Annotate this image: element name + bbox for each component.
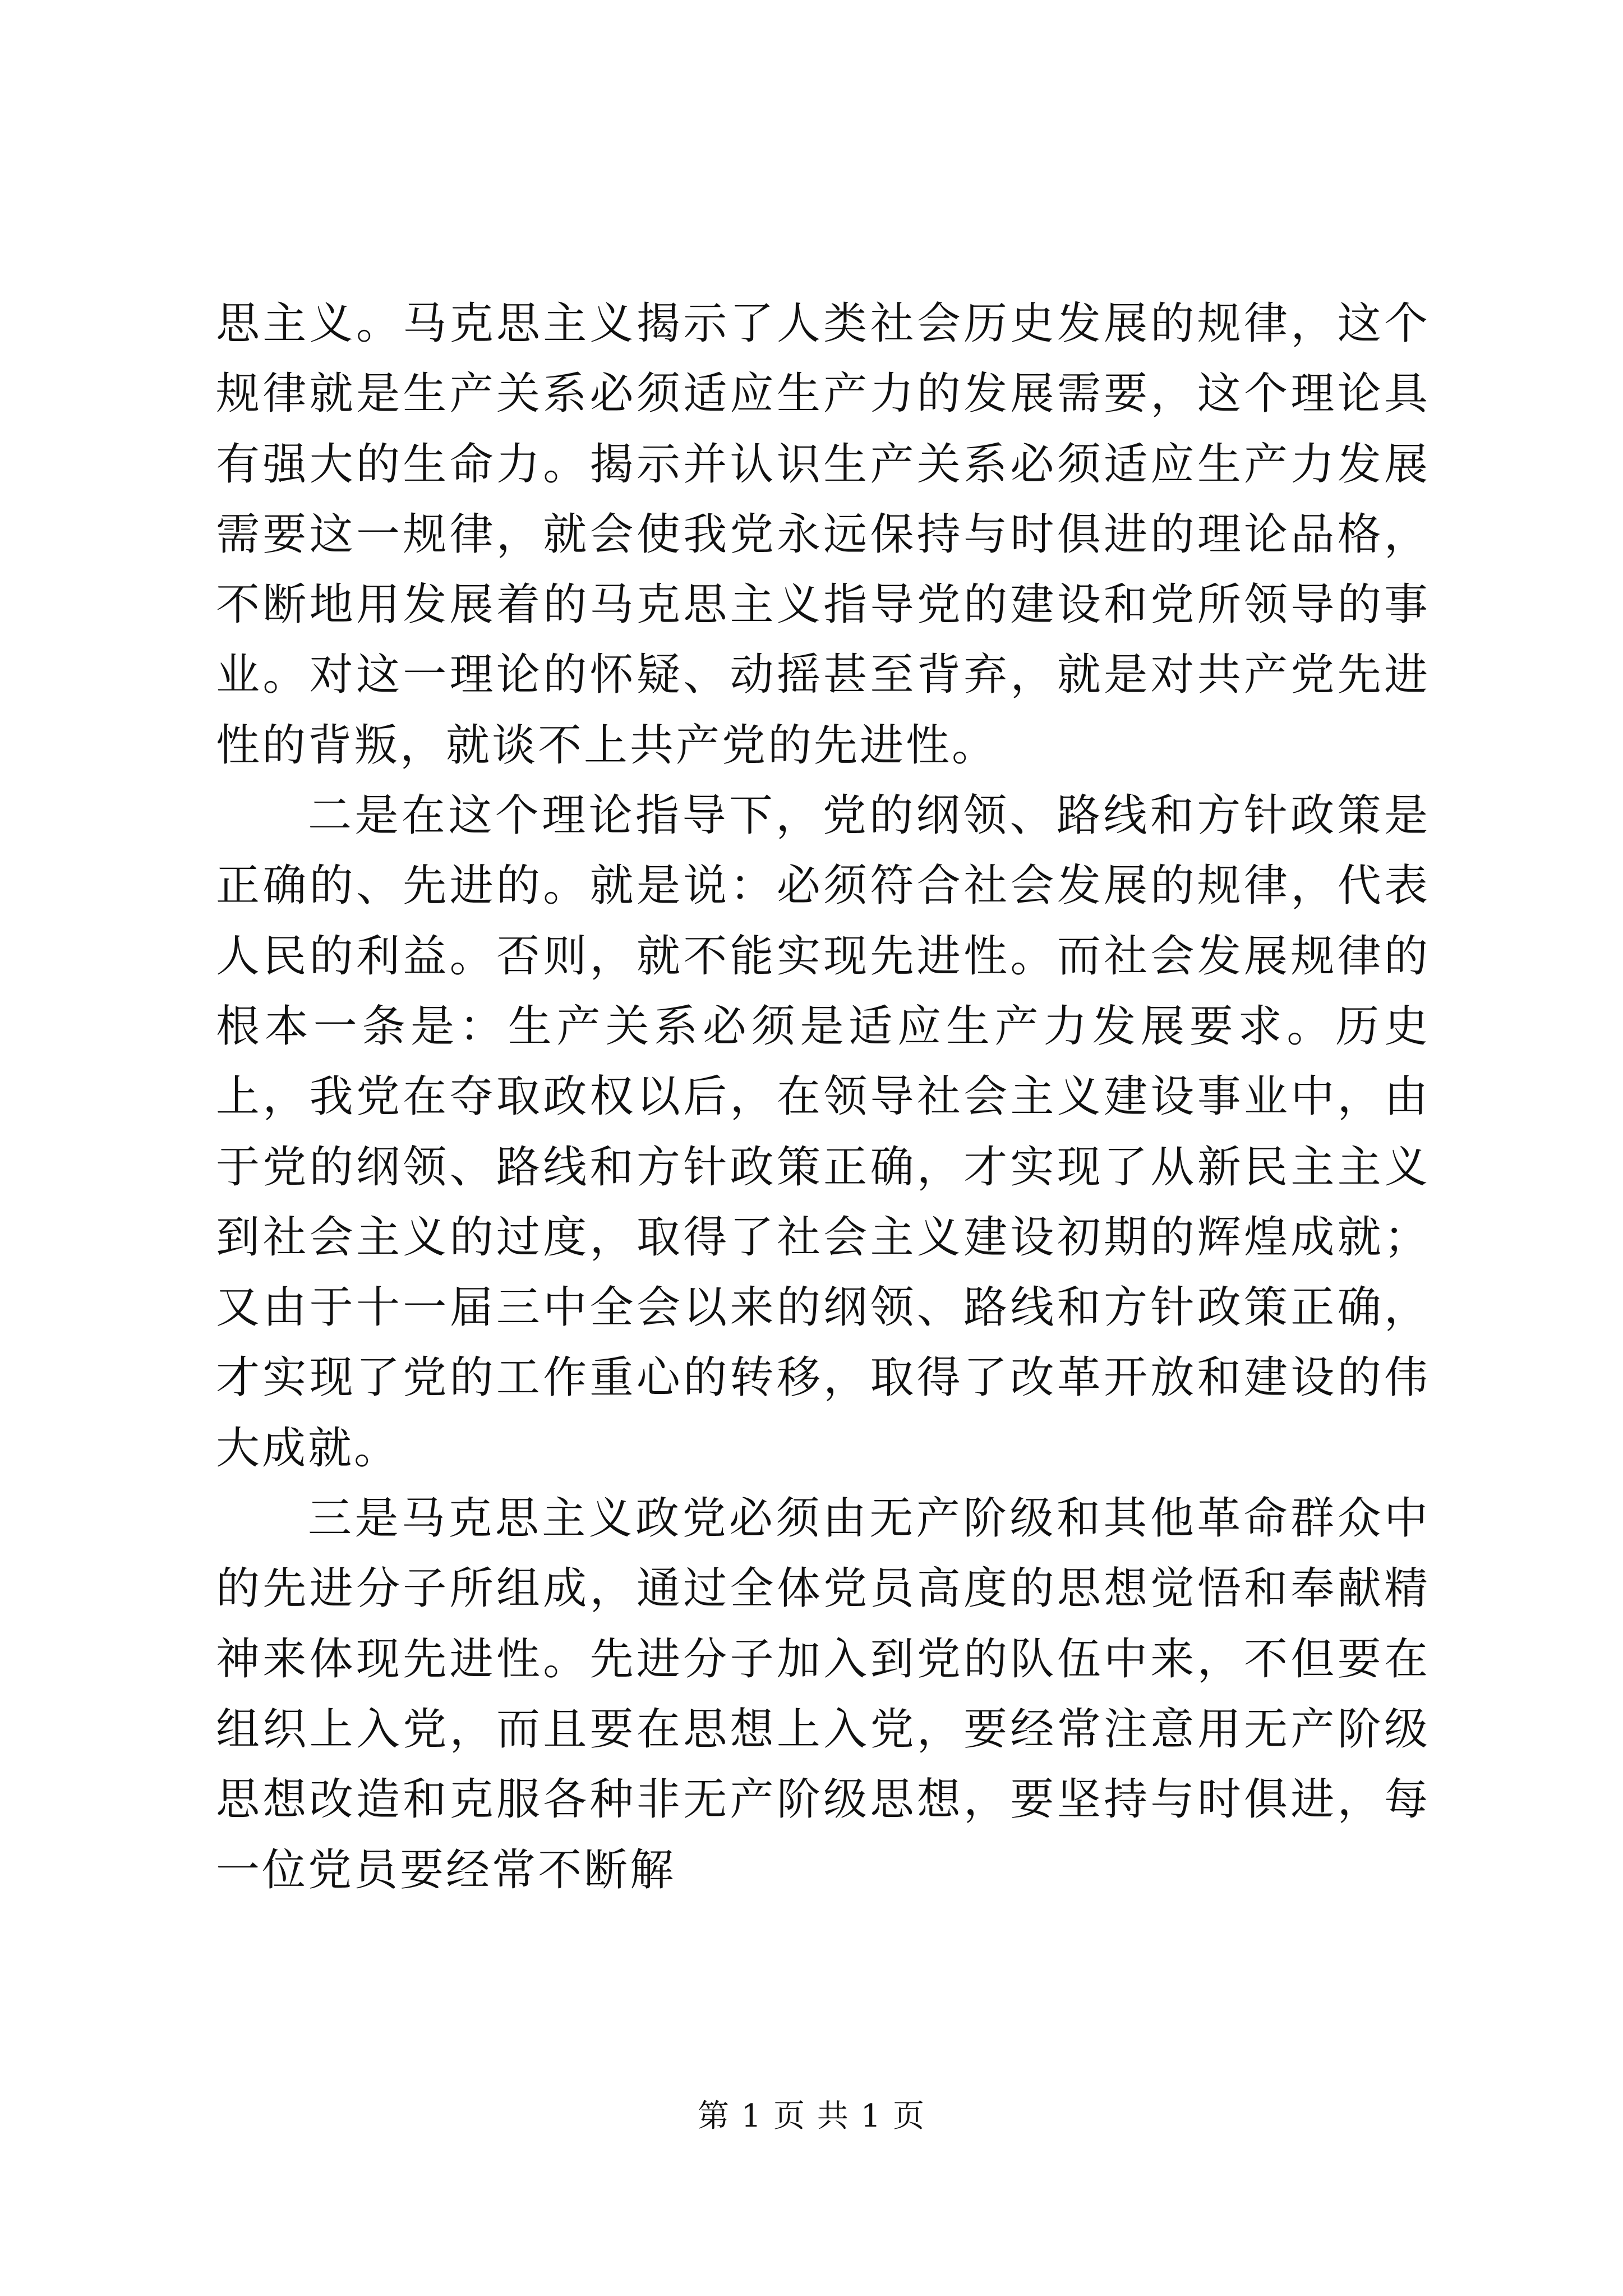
page-footer: 第 1 页 共 1 页 <box>697 2098 926 2134</box>
paragraph-2: 二是在这个理论指导下，党的纲领、路线和方针政策是正确的、先进的。就是说：必须符合社会发展的规律，代表人民的利益。否则，就不能实现先进性。而社会发展规律的根本一条是：生产关系必须是适应生产力发展要求。历史上，我党在夺取政权以后，在领导社会主义建设事业中，由于党的纲领、路线和方针政策正确，才实现了从新民主主义到社会主义的过度，取得了社会主义建设初期的辉煌成就；又由于十一届三中全会以来的纲领、路线和方针政策正确，才实现了党的工作重心的转移，取得了改革开放和建设的伟大成就。 <box>216 790 1430 1474</box>
document-body <box>216 289 1430 1906</box>
paragraph-1: 思主义。马克思主义揭示了人类社会历史发展的规律，这个规律就是生产关系必须适应生产力的发展需要，这个理论具有强大的生命力。揭示并认识生产关系必须适应生产力发展需要这一规律，就会使我党永远保持与时俱进的理论品格，不断地用发展着的马克思主义指导党的建设和党所领导的事业。对这一理论的怀疑、动摇甚至背弃，就是对共产党先进性的背叛，就谈不上共产党的先进性。 <box>216 298 1430 771</box>
paragraph-3: 三是马克思主义政党必须由无产阶级和其他革命群众中的先进分子所组成，通过全体党员高度的思想觉悟和奉献精神来体现先进性。先进分子加入到党的队伍中来，不但要在组织上入党，而且要在思想上入党，要经常注意用无产阶级思想改造和克服各种非无产阶级思想，要坚持与时俱进，每一位党员要经常不断解 <box>216 1493 1430 1895</box>
